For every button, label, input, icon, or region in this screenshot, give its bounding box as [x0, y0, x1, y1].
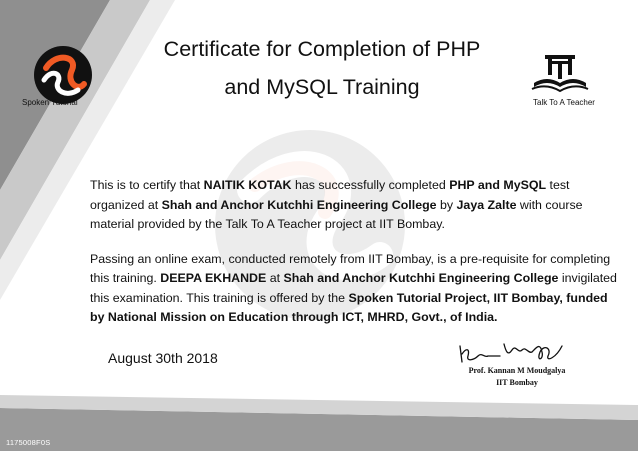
title-line-1: Certificate for Completion of PHP [163, 37, 481, 61]
certificate-body [90, 176, 620, 343]
certificate-title [120, 30, 524, 106]
invigilator-college: Shah and Anchor Kutchhi Engineering College [283, 271, 559, 285]
certificate-date: August 30th 2018 [108, 350, 218, 366]
course-name: PHP and MySQL [449, 178, 547, 192]
college-name: Shah and Anchor Kutchhi Engineering College [161, 197, 437, 212]
student-name: NAITIK KOTAK [203, 178, 292, 192]
talk-to-a-teacher-logo-icon [530, 53, 590, 95]
signatory-name: Prof. Kannan M Moudgalya [468, 366, 566, 375]
invigilator-name: DEEPA EKHANDE [160, 271, 267, 285]
talk-to-a-teacher-label: Talk To A Teacher [533, 98, 595, 107]
certificate-serial: 1175008F0S [6, 438, 51, 447]
organizer-name: Jaya Zalte [456, 197, 517, 212]
signatory-organization: IIT Bombay [496, 378, 538, 387]
certification-paragraph: This is to certify that NAITIK KOTAK has successfully completed PHP and MySQL test organized at Shah and Anchor Kutchhi Engineering College by Jaya Zalte with course material provided by the Talk To A Teacher project at IIT Bombay. [90, 178, 583, 231]
signature-image [456, 338, 576, 368]
offering-organization: Spoken Tutorial Project, IIT Bombay, funded by National Mission on Education through ICT, MHRD, Govt., of India. [90, 290, 608, 324]
title-line-2: and MySQL Training [224, 75, 420, 99]
spoken-tutorial-logo-icon [32, 44, 94, 106]
exam-paragraph: Passing an online exam, conducted remotely from IIT Bombay, is a pre-requisite for completing this training. DEEPA EKHANDE at Shah and Anchor Kutchhi Engineering College invigilated this examination. This training is offered by the Spoken Tutorial Project, IIT Bombay, funded by National Mission on Education through ICT, MHRD, Govt., of India. [90, 251, 617, 324]
spoken-tutorial-label: Spoken Tutorial [22, 98, 78, 107]
